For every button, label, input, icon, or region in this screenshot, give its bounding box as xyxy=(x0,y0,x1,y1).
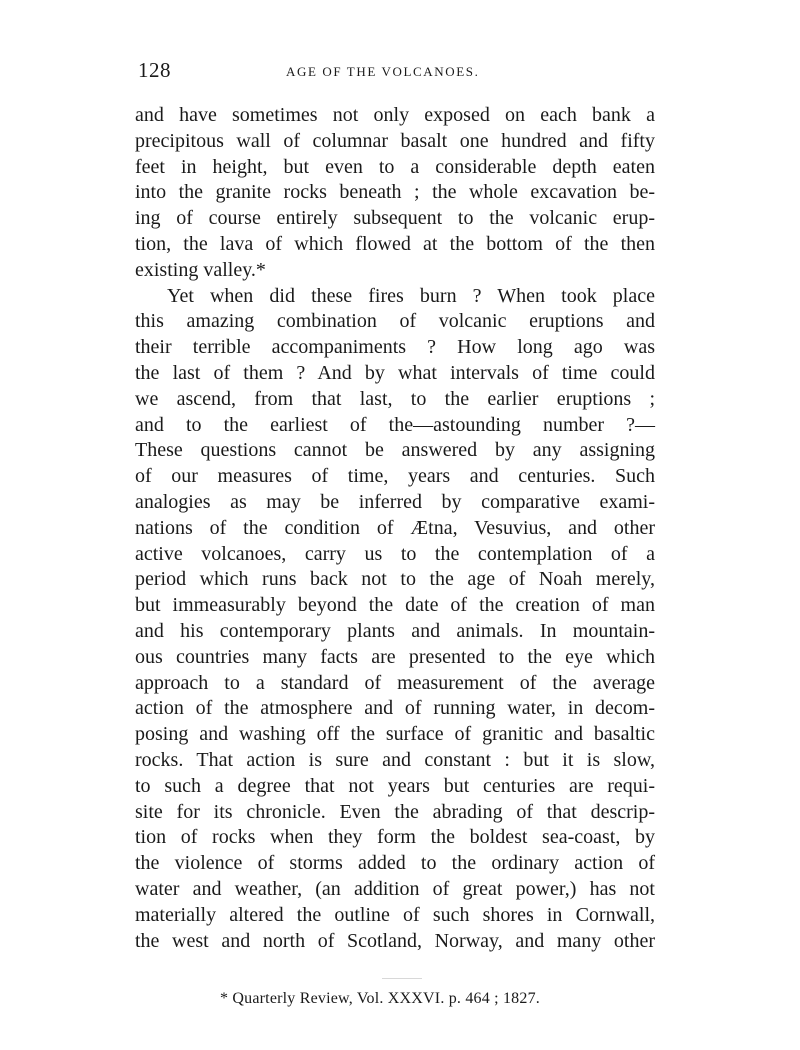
text-line: Yet when did these fires burn ? When took place xyxy=(167,284,655,307)
text-line: existing valley.* xyxy=(135,258,266,281)
text-line: ous countries many facts are presented to the eye which xyxy=(135,645,655,668)
text-line: analogies as may be inferred by comparative exami- xyxy=(135,490,655,513)
text-line: approach to a standard of measurement of the average xyxy=(135,671,655,694)
text-line: site for its chronicle. Even the abrading of that descrip- xyxy=(135,800,655,823)
text-line: and to the earliest of the—astounding number ?— xyxy=(135,413,655,436)
text-line: this amazing combination of volcanic eruptions and xyxy=(135,310,655,333)
footnote-separator xyxy=(382,978,422,979)
text-line: action of the atmosphere and of running water, in decom- xyxy=(135,697,655,720)
text-line: and have sometimes not only exposed on each bank a xyxy=(135,104,655,126)
text-line: ing of course entirely subsequent to the volcanic erup- xyxy=(135,207,655,230)
text-line: materially altered the outline of such shores in Cornwall, xyxy=(135,903,655,926)
text-line: rocks. That action is sure and constant : but it is slow, xyxy=(135,748,655,771)
running-head: AGE OF THE VOLCANOES. xyxy=(286,64,480,79)
text-line: to such a degree that not years but centuries are requi- xyxy=(135,774,655,797)
text-line: of our measures of time, years and centuries. Such xyxy=(135,465,655,488)
text-line: tion of rocks when they form the boldest sea-coast, by xyxy=(135,826,655,849)
page-header xyxy=(138,58,656,88)
page-number: 128 xyxy=(138,58,171,82)
text-line: period which runs back not to the age of Noah merely, xyxy=(135,568,655,591)
text-line: the violence of storms added to the ordinary action of xyxy=(135,852,655,875)
text-line: tion, the lava of which flowed at the bottom of the then xyxy=(135,232,655,255)
text-line: we ascend, from that last, to the earlier eruptions ; xyxy=(135,387,655,410)
footnote: * Quarterly Review, Vol. XXXVI. p. 464 ; 1827. xyxy=(220,990,540,1007)
text-line: the west and north of Scotland, Norway, and many other xyxy=(135,929,655,952)
text-line: nations of the condition of Ætna, Vesuvius, and other xyxy=(135,516,655,539)
text-line: These questions cannot be answered by any assigning xyxy=(135,439,655,462)
text-line: water and weather, (an addition of great power,) has not xyxy=(135,877,655,900)
body-text xyxy=(135,103,655,954)
text-line: feet in height, but even to a considerable depth eaten xyxy=(135,155,655,178)
text-line: but immeasurably beyond the date of the creation of man xyxy=(135,594,655,617)
text-line: active volcanoes, carry us to the contemplation of a xyxy=(135,542,655,565)
text-line: posing and washing off the surface of granitic and basaltic xyxy=(135,723,655,746)
text-line: and his contemporary plants and animals. In mountain- xyxy=(135,619,655,642)
text-line: the last of them ? And by what intervals of time could xyxy=(135,361,655,384)
text-line: precipitous wall of columnar basalt one hundred and fifty xyxy=(135,129,655,152)
text-line: into the granite rocks beneath ; the whole excavation be- xyxy=(135,181,655,204)
text-line: their terrible accompaniments ? How long ago was xyxy=(135,336,655,359)
